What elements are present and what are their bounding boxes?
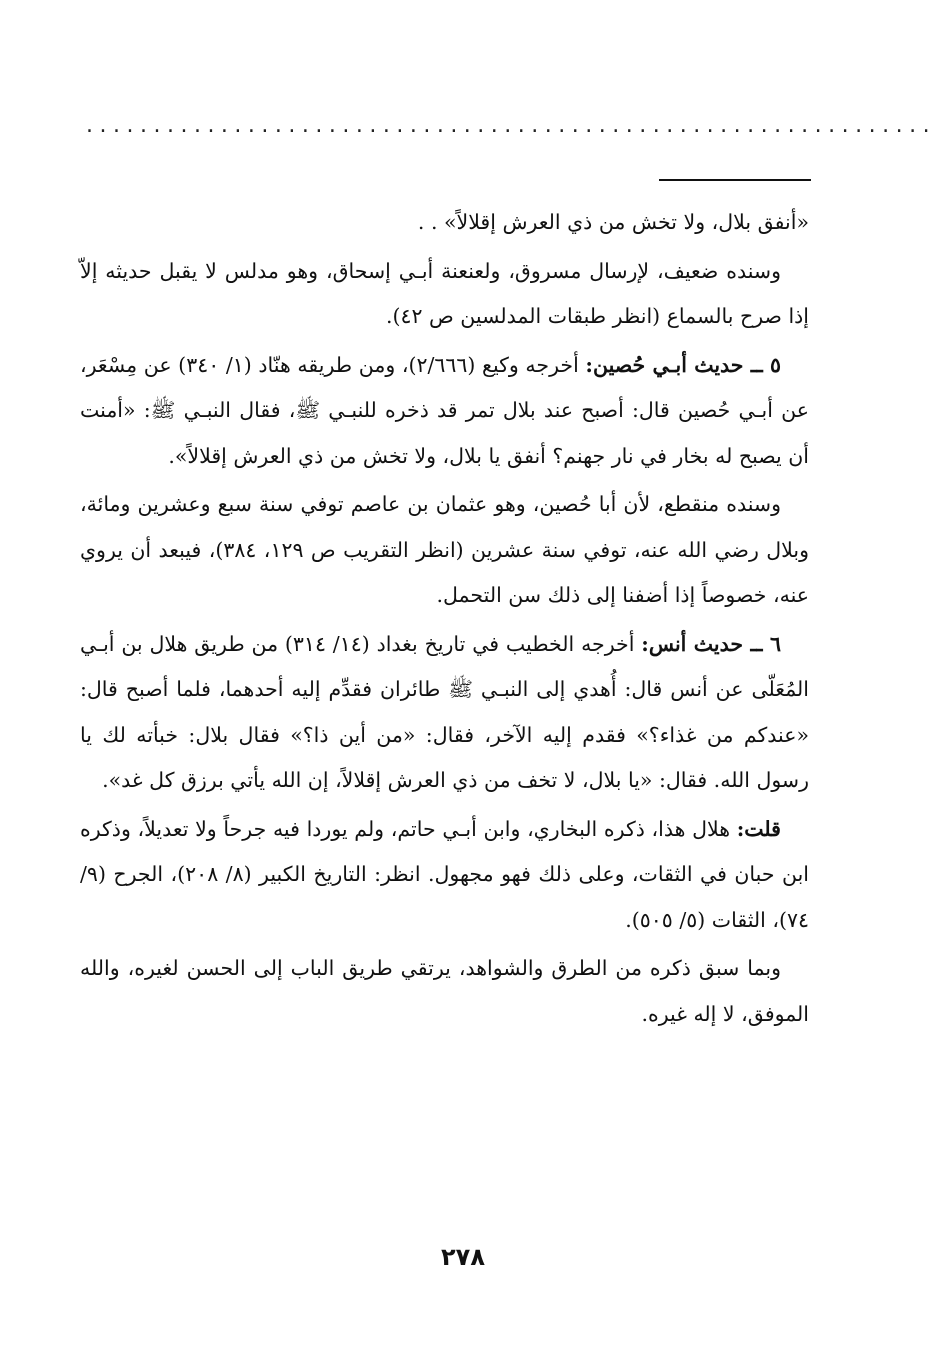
paragraph-7: وبما سبق ذكره من الطرق والشواهد، يرتقي طريق الباب إلى الحسن لغيره، والله الموفق، لا إله غيره.	[80, 956, 809, 1026]
page-body	[80, 200, 809, 1040]
page-number: ٢٧٨	[441, 1243, 485, 1271]
hadith-5-heading: ٥ ــ حديث أبـي حُصين:	[585, 352, 781, 377]
hadith-6-heading: ٦ ــ حديث أنس:	[641, 631, 782, 656]
paragraph-2: وسنده ضعيف، لإرسال مسروق، ولعنعنة أبـي إسحاق، وهو مدلس لا يقبل حديثه إلاّ إذا صرح بالسماع (انظر طبقات المدلسين ص ٤٢).	[80, 258, 809, 328]
paragraph-3	[80, 343, 809, 480]
paragraph-1: «أنفق بلال، ولا تخش من ذي العرش إقلالاً» . .	[417, 210, 809, 234]
comment-text: هلال هذا، ذكره البخاري، وابن أبـي حاتم، ولم يوردا فيه جرحاً ولا تعديلاً، وذكره ابن حبان في الثقات، وعلى ذلك فهو مجهول. انظر: التاريخ الكبير (٨/ ٢٠٨)، الجرح (٩/ ٧٤)، الثقات (٥/ ٥٠٥).	[80, 816, 809, 932]
paragraph-5	[80, 622, 809, 804]
paragraph-4: وسنده منقطع، لأن أبا حُصين، وهو عثمان بن عاصم توفي سنة سبع وعشرين ومائة، وبلال رضي الله عنه، توفي سنة عشرين (انظر التقريب ص ١٢٩، ٣٨٤)، فيبعد أن يروي عنه، خصوصاً إذا أضفنا إلى ذلك سن التحمل.	[80, 492, 809, 607]
comment-heading: قلت:	[736, 816, 781, 841]
paragraph-6	[80, 807, 809, 944]
hadith-6-text: أخرجه الخطيب في تاريخ بغداد (١٤/ ٣١٤) من طريق هلال بن أبـي المُعَلّى عن أنس قال: أُهدي إلى النبـي ﷺ طائران فقدِّم إليه أحدهما، فلما أصبح قال: «عندكم من غذاء؟» فقدم إليه الآخر، فقال: «من أين ذا؟» فقال بلال: خبأته لك يا رسول الله. فقال: «يا بلال، لا تخف من ذي العرش إقلالاً، إن الله يأتي برزق كل غد».	[80, 631, 809, 792]
dotted-separator: ...............................................................	[86, 113, 936, 138]
footnote-rule	[659, 179, 811, 181]
hadith-5-text: أخرجه وكيع (٢/٦٦٦)، ومن طريقه هنّاد (١/ ٣٤٠) عن مِسْعَر، عن أبـي حُصين قال: أصبح عند بلال تمر قد ذخره للنبـي ﷺ، فقال النبـي ﷺ: «أمنت أن يصبح له بخار في نار جهنم؟ أنفق يا بلال، ولا تخش من ذي العرش إقلالاً».	[80, 352, 809, 468]
